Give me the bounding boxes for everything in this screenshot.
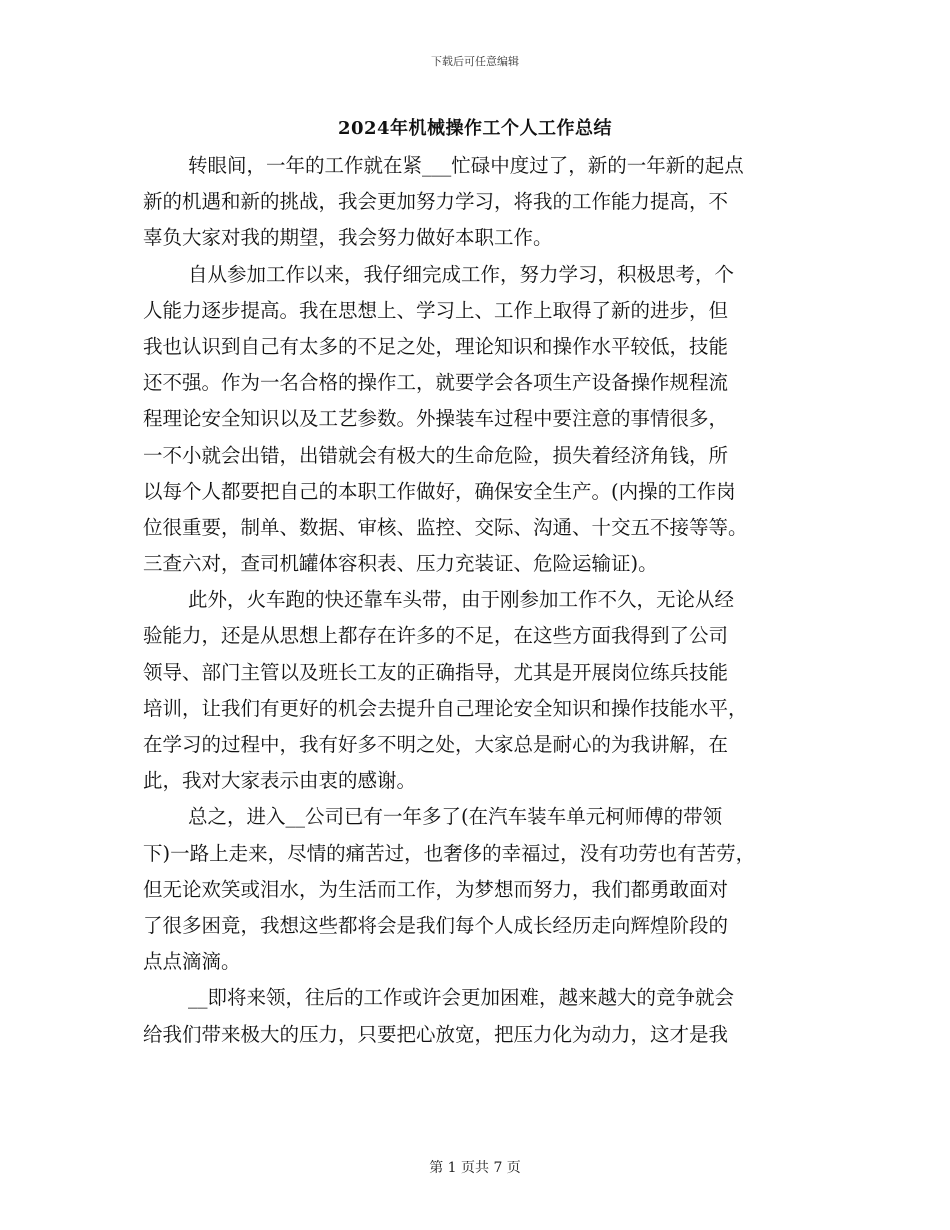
text-line: 给我们带来极大的压力，只要把心放宽，把压力化为动力，这才是我 xyxy=(143,1022,729,1046)
text-line: 一不小就会出错，出错就会有极大的生命危险，损失着经济角钱，所 xyxy=(143,443,729,467)
text-line: 此，我对大家表示由衷的感谢。 xyxy=(143,769,417,793)
page-footer: 第 1 页共 7 页 xyxy=(429,1160,521,1176)
text-line: 还不强。作为一名合格的操作工，就要学会各项生产设备操作规程流 xyxy=(143,371,729,395)
text-line: 但无论欢笑或泪水，为生活而工作，为梦想而努力，我们都勇敢面对 xyxy=(143,877,729,901)
text-line: 在学习的过程中，我有好多不明之处，大家总是耐心的为我讲解，在 xyxy=(143,733,729,756)
text-line: 位很重要，制单、数据、审核、监控、交际、沟通、十交五不接等等。 xyxy=(143,515,748,539)
text-line: 了很多困竟，我想这些都将会是我们每个人成长经历走向辉煌阶段的 xyxy=(143,913,729,937)
text-line: 三查六对，查司机罐体容积表、压力充装证、危险运输证)。 xyxy=(143,552,658,576)
text-line: 程理论安全知识以及工艺参数。外操装车过程中要注意的事情很多， xyxy=(143,407,729,431)
document-body xyxy=(143,148,811,1053)
text-line: 下)一路上走来，尽情的痛苦过，也奢侈的幸福过，没有功劳也有苦劳， xyxy=(143,841,756,865)
text-line: 新的机遇和新的挑战，我会更加努力学习，将我的工作能力提高，不 xyxy=(143,190,729,214)
text-line: 人能力逐步提高。我在思想上、学习上、工作上取得了新的进步，但 xyxy=(143,298,729,322)
text-line: 我也认识到自己有太多的不足之处，理论知识和操作水平较低，技能 xyxy=(143,334,729,358)
text-line: 以每个人都要把自己的本职工作做好，确保安全生产。(内操的工作岗 xyxy=(143,479,736,503)
text-line: 转眼间，一年的工作就在紧___忙碌中度过了，新的一年新的起点 xyxy=(188,154,744,177)
text-line: 培训，让我们有更好的机会去提升自己理论安全知识和操作技能水平， xyxy=(143,696,748,720)
text-line: __即将来领，往后的工作或许会更加困难，越来越大的竞争就会 xyxy=(188,986,735,1010)
text-line: 点点滴滴。 xyxy=(143,950,241,974)
text-line: 总之，进入__公司已有一年多了(在汽车装车单元柯师傅的带领 xyxy=(188,805,723,829)
document-title: 2024年机械操作工个人工作总结 xyxy=(337,118,613,139)
text-line: 此外，火车跑的快还靠车头带，由于刚参加工作不久，无论从经 xyxy=(188,588,735,612)
header-note: 下载后可任意编辑 xyxy=(431,55,519,68)
text-line: 自从参加工作以来，我仔细完成工作，努力学习，积极思考，个 xyxy=(188,262,735,286)
text-line: 验能力，还是从思想上都存在许多的不足，在这些方面我得到了公司 xyxy=(143,624,729,648)
text-line: 领导、部门主管以及班长工友的正确指导，尤其是开展岗位练兵技能 xyxy=(143,660,729,684)
text-line: 辜负大家对我的期望，我会努力做好本职工作。 xyxy=(143,226,553,250)
